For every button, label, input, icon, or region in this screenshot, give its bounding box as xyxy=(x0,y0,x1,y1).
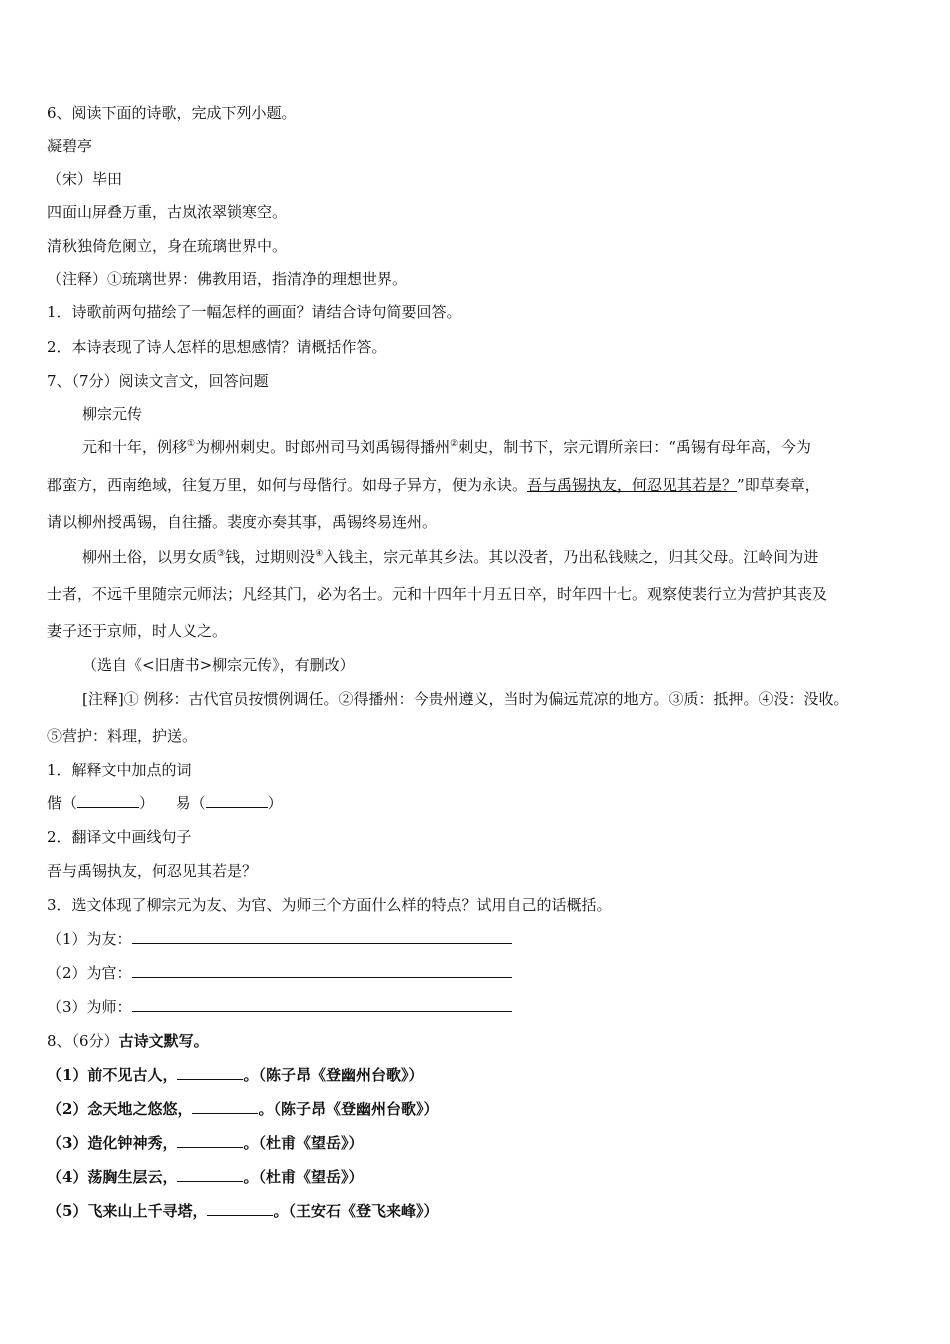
word-xie-label: 偕（ xyxy=(47,794,78,812)
q6-sub1: 1．诗歌前两句描绘了一幅怎样的画面？请结合诗句简要回答。 xyxy=(47,303,462,321)
passage-p1-line1 xyxy=(82,437,811,457)
poem-author: （宋）毕田 xyxy=(47,170,123,188)
answer-blank[interactable] xyxy=(132,963,512,978)
note-marker: ④ xyxy=(315,549,324,559)
recite-source: 。（杜甫《望岳》） xyxy=(243,1134,364,1152)
q7-sub2: 2．翻译文中画线句子 xyxy=(47,828,192,846)
text-segment: 刺史，制书下，宗元谓所亲曰：“禹锡有母年高，今为 xyxy=(458,438,811,456)
poem-line-2: 清秋独倚危阑立，身在琉璃世界中。 xyxy=(47,237,288,255)
answer-blank[interactable] xyxy=(192,1099,258,1114)
q6-sub2: 2．本诗表现了诗人怎样的思想感情？请概括作答。 xyxy=(47,338,387,356)
answer-blank[interactable] xyxy=(132,997,512,1012)
q6-header: 6、阅读下面的诗歌，完成下列小题。 xyxy=(47,104,297,122)
passage-p2-line3: 妻子还于京师，时人义之。 xyxy=(47,622,228,640)
recite-item-5 xyxy=(47,1201,438,1221)
answer-label: （2）为官： xyxy=(47,964,132,982)
paren-close: ） xyxy=(267,794,283,812)
answer-blank[interactable] xyxy=(177,1065,243,1080)
text-segment: 为柳州刺史。时郎州司马刘禹锡得播州 xyxy=(195,438,451,456)
recite-source: 。（陈子昂《登幽州台歌》） xyxy=(258,1100,439,1118)
recite-prompt: （1）前不见古人， xyxy=(47,1066,178,1084)
word-yi-label: 易（ xyxy=(175,794,206,812)
recite-source: 。（陈子昂《登幽州台歌》） xyxy=(243,1066,424,1084)
answer-blank[interactable] xyxy=(177,1167,243,1182)
passage-p2-line2: 士者，不远千里随宗元师法；凡经其门，必为名士。元和十四年十月五日卒，时年四十七。观察使裴行立为营护其丧及 xyxy=(47,585,828,603)
note-marker: ③ xyxy=(217,549,226,559)
recite-prompt: （2）念天地之悠悠， xyxy=(47,1100,193,1118)
recite-item-3 xyxy=(47,1133,363,1153)
passage-p1-line3: 请以柳州授禹锡，自往播。裴度亦奏其事，禹锡终易连州。 xyxy=(47,513,438,531)
recite-item-2 xyxy=(47,1099,438,1119)
passage-note-line1: [注释]① 例移：古代官员按惯例调任。②得播州：今贵州遵义，当时为偏远荒凉的地方。③质：抵押。④没：没收。 xyxy=(82,690,849,708)
q8-title: 古诗文默写。 xyxy=(118,1032,209,1050)
recite-item-4 xyxy=(47,1167,363,1187)
passage-title: 柳宗元传 xyxy=(82,405,143,423)
answer-blank[interactable] xyxy=(207,1201,273,1216)
passage-p2-line1 xyxy=(82,547,818,567)
recite-prompt: （5）飞来山上千寻塔， xyxy=(47,1202,208,1220)
recite-source: 。（王安石《登飞来峰》） xyxy=(273,1202,439,1220)
recite-prompt: （4）荡胸生层云， xyxy=(47,1168,178,1186)
note-marker: ② xyxy=(450,439,459,449)
translation-sentence: 吾与禹锡执友，何忍见其若是？ xyxy=(47,862,258,880)
q8-number: 8、（6分） xyxy=(47,1032,119,1050)
answer-row-friend xyxy=(47,929,512,949)
q7-header: 7、（7分）阅读文言文，回答问题 xyxy=(47,372,269,390)
q7-sub3: 3．选文体现了柳宗元为友、为官、为师三个方面什么样的特点？试用自己的话概括。 xyxy=(47,896,612,914)
text-segment: 钱，过期则没 xyxy=(225,548,316,566)
poem-note: （注释）①琉璃世界：佛教用语，指清净的理想世界。 xyxy=(47,270,408,288)
recite-source: 。（杜甫《望岳》） xyxy=(243,1168,364,1186)
answer-blank[interactable] xyxy=(77,793,139,808)
q7-sub1: 1．解释文中加点的词 xyxy=(47,761,192,779)
answer-row-official xyxy=(47,963,512,983)
answer-label: （1）为友： xyxy=(47,930,132,948)
passage-p1-line2 xyxy=(47,475,820,495)
word-explanation-row xyxy=(47,793,283,813)
poem-line-1: 四面山屏叠万重，古岚浓翠锁寒空。 xyxy=(47,203,288,221)
answer-row-teacher xyxy=(47,997,512,1017)
text-segment: 元和十年，例移 xyxy=(82,438,188,456)
recite-item-1 xyxy=(47,1065,423,1085)
poem-title: 凝碧亭 xyxy=(47,137,93,155)
text-segment: 郡蛮方，西南绝域，往复万里，如何与母偕行。如母子异方，便为永诀。 xyxy=(47,476,528,494)
text-segment: ”即草奏章， xyxy=(737,476,820,494)
passage-source: （选自《<旧唐书>柳宗元传》，有删改） xyxy=(82,656,355,674)
answer-blank[interactable] xyxy=(206,793,268,808)
note-marker: ① xyxy=(187,439,196,449)
underlined-sentence: 吾与禹锡执友，何忍见其若是？ xyxy=(527,476,738,494)
passage-note-line2: ⑤营护：料理，护送。 xyxy=(47,727,198,745)
answer-blank[interactable] xyxy=(132,929,512,944)
text-segment: 入钱主，宗元革其乡法。其以没者，乃出私钱赎之，归其父母。江岭间为进 xyxy=(323,548,819,566)
answer-blank[interactable] xyxy=(177,1133,243,1148)
q8-header xyxy=(47,1031,209,1051)
answer-label: （3）为师： xyxy=(47,998,132,1016)
paren-close: ） xyxy=(139,794,155,812)
text-segment: 柳州土俗，以男女质 xyxy=(82,548,218,566)
recite-prompt: （3）造化钟神秀， xyxy=(47,1134,178,1152)
